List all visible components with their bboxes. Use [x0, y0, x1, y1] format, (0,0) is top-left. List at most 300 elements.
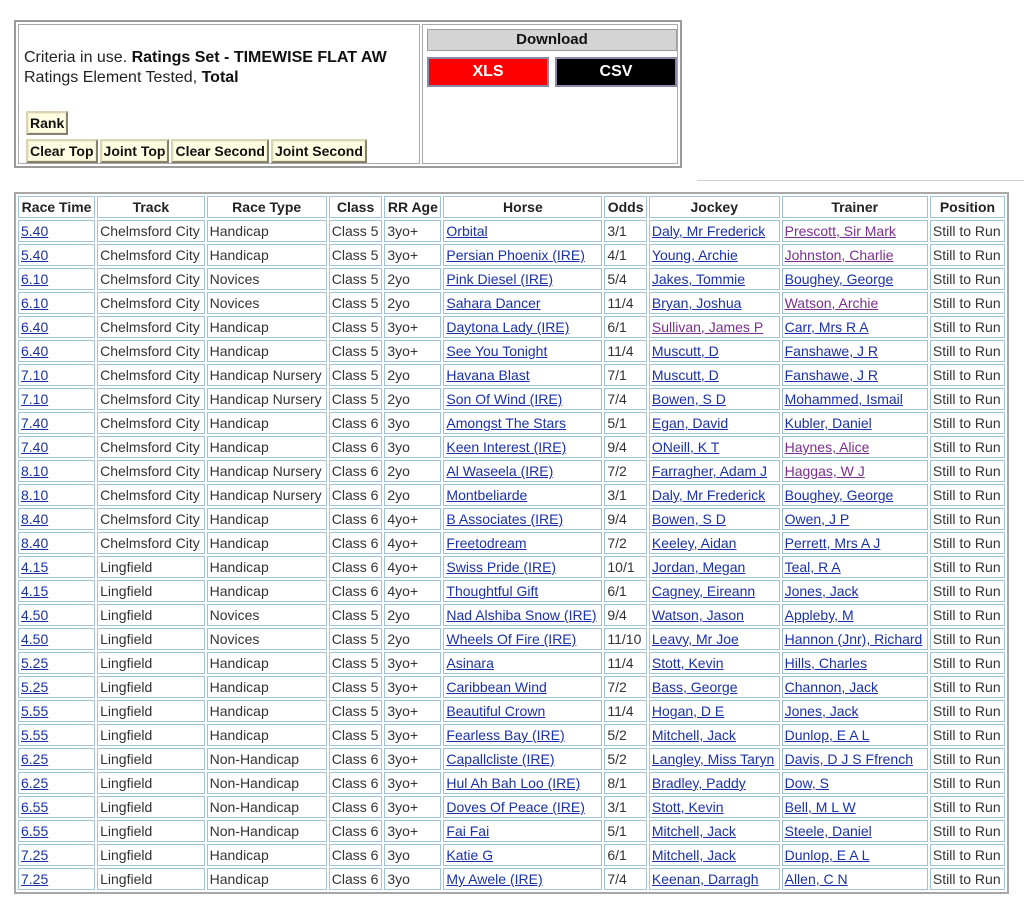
table-row [18, 244, 1005, 266]
trainer-link[interactable]: Bell, M L W [784, 799, 856, 815]
trainer-link[interactable]: Prescott, Sir Mark [784, 223, 896, 239]
race-time-link[interactable]: 7.25 [21, 871, 49, 887]
race-time-cell [18, 532, 95, 554]
trainer-cell [782, 460, 928, 482]
age-cell: 3yo+ [384, 772, 441, 794]
horse-link[interactable]: Amongst The Stars [446, 415, 566, 431]
race-time-link[interactable]: 6.40 [21, 319, 49, 335]
race-type-cell: Handicap [207, 652, 327, 674]
race-type-cell: Handicap [207, 436, 327, 458]
trainer-cell [782, 676, 928, 698]
track-cell: Chelmsford City [97, 436, 204, 458]
trainer-cell [782, 364, 928, 386]
jockey-link[interactable]: Keenan, Darragh [651, 871, 759, 887]
race-time-link[interactable]: 4.15 [21, 583, 49, 599]
jockey-link[interactable]: Muscutt, D [651, 367, 719, 383]
trainer-link[interactable]: Carr, Mrs R A [784, 319, 869, 335]
horse-link[interactable]: Beautiful Crown [446, 703, 546, 719]
jockey-link[interactable]: Bryan, Joshua [651, 295, 742, 311]
race-time-link[interactable]: 6.55 [21, 799, 49, 815]
trainer-link[interactable]: Appleby, M [784, 607, 854, 623]
trainer-cell [782, 508, 928, 530]
jockey-link[interactable]: Bowen, S D [651, 391, 726, 407]
track-cell: Chelmsford City [97, 484, 204, 506]
race-time-link[interactable]: 5.40 [21, 223, 49, 239]
odds-cell: 9/4 [604, 436, 647, 458]
position-cell: Still to Run [930, 388, 1005, 410]
race-time-link[interactable]: 5.25 [21, 655, 49, 671]
odds-cell: 7/2 [604, 460, 647, 482]
horse-link[interactable]: Montbeliarde [446, 487, 528, 503]
horse-link[interactable]: Wheels Of Fire (IRE) [446, 631, 577, 647]
header-horse: Horse [443, 196, 602, 218]
header-race-time: Race Time [18, 196, 95, 218]
race-time-link[interactable]: 7.10 [21, 367, 49, 383]
trainer-link[interactable]: Hannon (Jnr), Richard [784, 631, 923, 647]
criteria-line-ratings-set [24, 49, 387, 67]
table-row [18, 292, 1005, 314]
age-cell: 4yo+ [384, 556, 441, 578]
jockey-link[interactable]: ONeill, K T [651, 439, 720, 455]
trainer-link[interactable]: Haynes, Alice [784, 439, 870, 455]
header-class: Class [329, 196, 383, 218]
table-row [18, 580, 1005, 602]
race-time-cell [18, 244, 95, 266]
header-jockey: Jockey [649, 196, 780, 218]
age-cell: 3yo+ [384, 724, 441, 746]
xls-download-button[interactable]: XLS [427, 57, 549, 87]
horse-link[interactable]: Capallcliste (IRE) [446, 751, 555, 767]
jockey-cell [649, 652, 780, 674]
race-time-link[interactable]: 5.40 [21, 247, 49, 263]
trainer-link[interactable]: Jones, Jack [784, 703, 859, 719]
table-row [18, 388, 1005, 410]
criteria-label: Criteria in use. [24, 49, 132, 66]
horse-cell [443, 844, 602, 866]
jockey-link[interactable]: Stott, Kevin [651, 799, 724, 815]
horse-cell [443, 820, 602, 842]
race-time-cell [18, 340, 95, 362]
position-cell: Still to Run [930, 412, 1005, 434]
horse-link[interactable]: Al Waseela (IRE) [446, 463, 554, 479]
age-cell: 2yo [384, 364, 441, 386]
trainer-cell [782, 484, 928, 506]
track-cell: Chelmsford City [97, 388, 204, 410]
horse-link[interactable]: Fai Fai [446, 823, 490, 839]
horse-link[interactable]: Hul Ah Bah Loo (IRE) [446, 775, 581, 791]
race-time-link[interactable]: 7.10 [21, 391, 49, 407]
class-cell: Class 5 [329, 676, 383, 698]
race-time-cell [18, 820, 95, 842]
race-time-cell [18, 652, 95, 674]
trainer-cell [782, 268, 928, 290]
race-time-cell [18, 412, 95, 434]
header-track: Track [97, 196, 204, 218]
class-cell: Class 5 [329, 292, 383, 314]
trainer-cell [782, 628, 928, 650]
horse-link[interactable]: Sahara Dancer [446, 295, 541, 311]
trainer-cell [782, 700, 928, 722]
criteria-panel [14, 20, 682, 168]
table-row [18, 604, 1005, 626]
age-cell: 3yo [384, 844, 441, 866]
horse-cell [443, 580, 602, 602]
track-cell: Lingfield [97, 652, 204, 674]
class-cell: Class 5 [329, 628, 383, 650]
trainer-link[interactable]: Steele, Daniel [784, 823, 872, 839]
header-race-type: Race Type [207, 196, 327, 218]
class-cell: Class 5 [329, 364, 383, 386]
horse-cell [443, 244, 602, 266]
jockey-cell [649, 700, 780, 722]
jockey-cell [649, 556, 780, 578]
trainer-cell [782, 820, 928, 842]
track-cell: Chelmsford City [97, 316, 204, 338]
trainer-link[interactable]: Owen, J P [784, 511, 850, 527]
odds-cell: 5/4 [604, 268, 647, 290]
table-row [18, 700, 1005, 722]
race-time-cell [18, 844, 95, 866]
position-cell: Still to Run [930, 292, 1005, 314]
age-cell: 3yo+ [384, 220, 441, 242]
jockey-cell [649, 364, 780, 386]
horse-link[interactable]: B Associates (IRE) [446, 511, 564, 527]
track-cell: Chelmsford City [97, 220, 204, 242]
track-cell: Lingfield [97, 844, 204, 866]
race-type-cell: Handicap [207, 340, 327, 362]
odds-cell: 11/4 [604, 652, 647, 674]
race-type-cell: Handicap [207, 508, 327, 530]
race-type-cell: Handicap [207, 844, 327, 866]
jockey-cell [649, 628, 780, 650]
trainer-cell [782, 244, 928, 266]
race-type-cell: Handicap [207, 724, 327, 746]
horse-cell [443, 796, 602, 818]
odds-cell: 6/1 [604, 316, 647, 338]
trainer-link[interactable]: Fanshawe, J R [784, 343, 878, 359]
trainer-link[interactable]: Jones, Jack [784, 583, 859, 599]
trainer-link[interactable]: Boughey, George [784, 487, 894, 503]
age-cell: 2yo [384, 460, 441, 482]
horse-link[interactable]: See You Tonight [446, 343, 548, 359]
race-time-cell [18, 316, 95, 338]
class-cell: Class 6 [329, 580, 383, 602]
table-row [18, 340, 1005, 362]
trainer-link[interactable]: Teal, R A [784, 559, 841, 575]
race-time-link[interactable]: 6.10 [21, 271, 49, 287]
trainer-link[interactable]: Boughey, George [784, 271, 894, 287]
download-title: Download [427, 29, 677, 51]
horse-link[interactable]: Persian Phoenix (IRE) [446, 247, 585, 263]
race-time-cell [18, 292, 95, 314]
race-time-link[interactable]: 4.50 [21, 631, 49, 647]
jockey-link[interactable]: Farragher, Adam J [651, 463, 768, 479]
race-time-cell [18, 436, 95, 458]
jockey-cell [649, 220, 780, 242]
horse-link[interactable]: Nad Alshiba Snow (IRE) [446, 607, 597, 623]
jockey-link[interactable]: Stott, Kevin [651, 655, 724, 671]
jockey-link[interactable]: Sullivan, James P [651, 319, 764, 335]
position-cell: Still to Run [930, 748, 1005, 770]
horse-link[interactable]: Keen Interest (IRE) [446, 439, 567, 455]
race-time-link[interactable]: 4.15 [21, 559, 49, 575]
horse-link[interactable]: My Awele (IRE) [446, 871, 543, 887]
age-cell: 4yo+ [384, 508, 441, 530]
trainer-link[interactable]: Fanshawe, J R [784, 367, 878, 383]
clear-second-button[interactable]: Clear Second [171, 139, 268, 163]
horse-link[interactable]: Asinara [446, 655, 494, 671]
horse-link[interactable]: Freetodream [446, 535, 527, 551]
table-row [18, 364, 1005, 386]
horse-cell [443, 700, 602, 722]
race-time-link[interactable]: 8.10 [21, 487, 49, 503]
race-type-cell: Handicap Nursery [207, 460, 327, 482]
class-cell: Class 6 [329, 820, 383, 842]
jockey-cell [649, 580, 780, 602]
jockey-link[interactable]: Muscutt, D [651, 343, 719, 359]
race-time-link[interactable]: 8.10 [21, 463, 49, 479]
jockey-cell [649, 460, 780, 482]
race-type-cell: Handicap [207, 220, 327, 242]
odds-cell: 3/1 [604, 220, 647, 242]
position-filter-buttons [26, 139, 367, 163]
age-cell: 2yo [384, 484, 441, 506]
jockey-link[interactable]: Leavy, Mr Joe [651, 631, 739, 647]
track-cell: Lingfield [97, 556, 204, 578]
race-time-link[interactable]: 4.50 [21, 607, 49, 623]
race-time-cell [18, 460, 95, 482]
horse-link[interactable]: Orbital [446, 223, 488, 239]
trainer-cell [782, 556, 928, 578]
odds-cell: 11/4 [604, 700, 647, 722]
trainer-link[interactable]: Perrett, Mrs A J [784, 535, 881, 551]
track-cell: Lingfield [97, 820, 204, 842]
trainer-cell [782, 772, 928, 794]
horse-link[interactable]: Fearless Bay (IRE) [446, 727, 565, 743]
table-header-row [18, 196, 1005, 218]
age-cell: 2yo [384, 268, 441, 290]
odds-cell: 3/1 [604, 484, 647, 506]
jockey-link[interactable]: Mitchell, Jack [651, 847, 736, 863]
trainer-cell [782, 316, 928, 338]
trainer-cell [782, 580, 928, 602]
jockey-link[interactable]: Keeley, Aidan [651, 535, 737, 551]
race-time-link[interactable]: 5.25 [21, 679, 49, 695]
race-type-cell: Handicap [207, 412, 327, 434]
class-cell: Class 5 [329, 388, 383, 410]
age-cell: 3yo [384, 412, 441, 434]
jockey-link[interactable]: Mitchell, Jack [651, 727, 736, 743]
horse-cell [443, 460, 602, 482]
jockey-link[interactable]: Bowen, S D [651, 511, 726, 527]
race-time-cell [18, 268, 95, 290]
jockey-link[interactable]: Jakes, Tommie [651, 271, 745, 287]
race-time-cell [18, 604, 95, 626]
trainer-cell [782, 412, 928, 434]
jockey-link[interactable]: Bass, George [651, 679, 738, 695]
race-time-cell [18, 676, 95, 698]
jockey-cell [649, 796, 780, 818]
trainer-link[interactable]: Allen, C N [784, 871, 848, 887]
position-cell: Still to Run [930, 796, 1005, 818]
horse-link[interactable]: Daytona Lady (IRE) [446, 319, 570, 335]
criteria-info [18, 24, 420, 164]
trainer-link[interactable]: Davis, D J S Ffrench [784, 751, 913, 767]
trainer-link[interactable]: Haggas, W J [784, 463, 865, 479]
odds-cell: 11/4 [604, 292, 647, 314]
jockey-link[interactable]: Cagney, Eireann [651, 583, 756, 599]
age-cell: 3yo [384, 436, 441, 458]
class-cell: Class 6 [329, 508, 383, 530]
trainer-link[interactable]: Kubler, Daniel [784, 415, 872, 431]
jockey-link[interactable]: Mitchell, Jack [651, 823, 736, 839]
jockey-link[interactable]: Egan, David [651, 415, 729, 431]
jockey-link[interactable]: Daly, Mr Frederick [651, 223, 766, 239]
horse-link[interactable]: Thoughtful Gift [446, 583, 539, 599]
odds-cell: 7/4 [604, 388, 647, 410]
age-cell: 3yo+ [384, 820, 441, 842]
race-time-link[interactable]: 5.55 [21, 703, 49, 719]
race-time-link[interactable]: 7.40 [21, 415, 49, 431]
age-cell: 3yo+ [384, 748, 441, 770]
position-cell: Still to Run [930, 628, 1005, 650]
track-cell: Chelmsford City [97, 340, 204, 362]
trainer-cell [782, 532, 928, 554]
position-cell: Still to Run [930, 556, 1005, 578]
jockey-cell [649, 820, 780, 842]
trainer-link[interactable]: Dunlop, E A L [784, 847, 870, 863]
position-cell: Still to Run [930, 340, 1005, 362]
trainer-link[interactable]: Watson, Archie [784, 295, 879, 311]
table-row [18, 508, 1005, 530]
track-cell: Lingfield [97, 868, 204, 890]
horse-cell [443, 652, 602, 674]
horse-cell [443, 268, 602, 290]
horse-link[interactable]: Pink Diesel (IRE) [446, 271, 553, 287]
horse-link[interactable]: Swiss Pride (IRE) [446, 559, 557, 575]
race-type-cell: Handicap [207, 868, 327, 890]
trainer-cell [782, 724, 928, 746]
jockey-link[interactable]: Langley, Miss Taryn [651, 751, 775, 767]
race-type-cell: Novices [207, 604, 327, 626]
race-type-cell: Handicap [207, 676, 327, 698]
race-time-link[interactable]: 6.25 [21, 751, 49, 767]
table-row [18, 532, 1005, 554]
track-cell: Lingfield [97, 628, 204, 650]
trainer-link[interactable]: Johnston, Charlie [784, 247, 894, 263]
jockey-cell [649, 676, 780, 698]
trainer-link[interactable]: Dunlop, E A L [784, 727, 870, 743]
horse-link[interactable]: Caribbean Wind [446, 679, 547, 695]
race-time-link[interactable]: 6.55 [21, 823, 49, 839]
position-cell: Still to Run [930, 508, 1005, 530]
horse-cell [443, 412, 602, 434]
trainer-link[interactable]: Hills, Charles [784, 655, 868, 671]
odds-cell: 3/1 [604, 796, 647, 818]
trainer-link[interactable]: Mohammed, Ismail [784, 391, 903, 407]
jockey-link[interactable]: Young, Archie [651, 247, 738, 263]
jockey-cell [649, 436, 780, 458]
race-time-cell [18, 580, 95, 602]
jockey-link[interactable]: Jordan, Megan [651, 559, 746, 575]
trainer-link[interactable]: Channon, Jack [784, 679, 879, 695]
race-time-cell [18, 796, 95, 818]
age-cell: 2yo [384, 628, 441, 650]
runners-table-container [14, 192, 1009, 894]
table-row [18, 436, 1005, 458]
race-time-cell [18, 700, 95, 722]
track-cell: Lingfield [97, 772, 204, 794]
class-cell: Class 6 [329, 868, 383, 890]
criteria-line-element [24, 69, 239, 87]
track-cell: Chelmsford City [97, 364, 204, 386]
table-row [18, 772, 1005, 794]
trainer-cell [782, 436, 928, 458]
trainer-link[interactable]: Dow, S [784, 775, 829, 791]
jockey-cell [649, 316, 780, 338]
table-row [18, 820, 1005, 842]
race-time-link[interactable]: 8.40 [21, 511, 49, 527]
joint-second-button[interactable]: Joint Second [271, 139, 367, 163]
race-time-link[interactable]: 7.25 [21, 847, 49, 863]
horse-cell [443, 364, 602, 386]
odds-cell: 5/2 [604, 724, 647, 746]
horse-cell [443, 532, 602, 554]
race-time-link[interactable]: 7.40 [21, 439, 49, 455]
race-time-link[interactable]: 6.40 [21, 343, 49, 359]
race-time-link[interactable]: 5.55 [21, 727, 49, 743]
joint-top-button[interactable]: Joint Top [100, 139, 170, 163]
race-time-link[interactable]: 6.25 [21, 775, 49, 791]
jockey-link[interactable]: Daly, Mr Frederick [651, 487, 766, 503]
odds-cell: 5/1 [604, 412, 647, 434]
jockey-cell [649, 748, 780, 770]
horse-link[interactable]: Son Of Wind (IRE) [446, 391, 563, 407]
jockey-link[interactable]: Watson, Jason [651, 607, 744, 623]
track-cell: Chelmsford City [97, 412, 204, 434]
trainer-cell [782, 292, 928, 314]
runners-table [16, 194, 1007, 892]
race-time-link[interactable]: 6.10 [21, 295, 49, 311]
class-cell: Class 5 [329, 604, 383, 626]
race-time-link[interactable]: 8.40 [21, 535, 49, 551]
jockey-link[interactable]: Bradley, Paddy [651, 775, 746, 791]
horse-cell [443, 772, 602, 794]
position-cell: Still to Run [930, 364, 1005, 386]
table-row [18, 868, 1005, 890]
jockey-link[interactable]: Hogan, D E [651, 703, 725, 719]
class-cell: Class 5 [329, 724, 383, 746]
horse-link[interactable]: Doves Of Peace (IRE) [446, 799, 585, 815]
race-time-cell [18, 724, 95, 746]
track-cell: Lingfield [97, 580, 204, 602]
odds-cell: 4/1 [604, 244, 647, 266]
jockey-cell [649, 604, 780, 626]
odds-cell: 8/1 [604, 772, 647, 794]
odds-cell: 7/4 [604, 868, 647, 890]
trainer-cell [782, 748, 928, 770]
clear-top-button[interactable]: Clear Top [26, 139, 98, 163]
horse-link[interactable]: Katie G [446, 847, 494, 863]
rank-button[interactable]: Rank [26, 111, 68, 135]
horse-link[interactable]: Havana Blast [446, 367, 530, 383]
position-cell: Still to Run [930, 436, 1005, 458]
track-cell: Lingfield [97, 604, 204, 626]
trainer-cell [782, 796, 928, 818]
csv-download-button[interactable]: CSV [555, 57, 677, 87]
race-type-cell: Non-Handicap [207, 748, 327, 770]
age-cell: 3yo+ [384, 676, 441, 698]
